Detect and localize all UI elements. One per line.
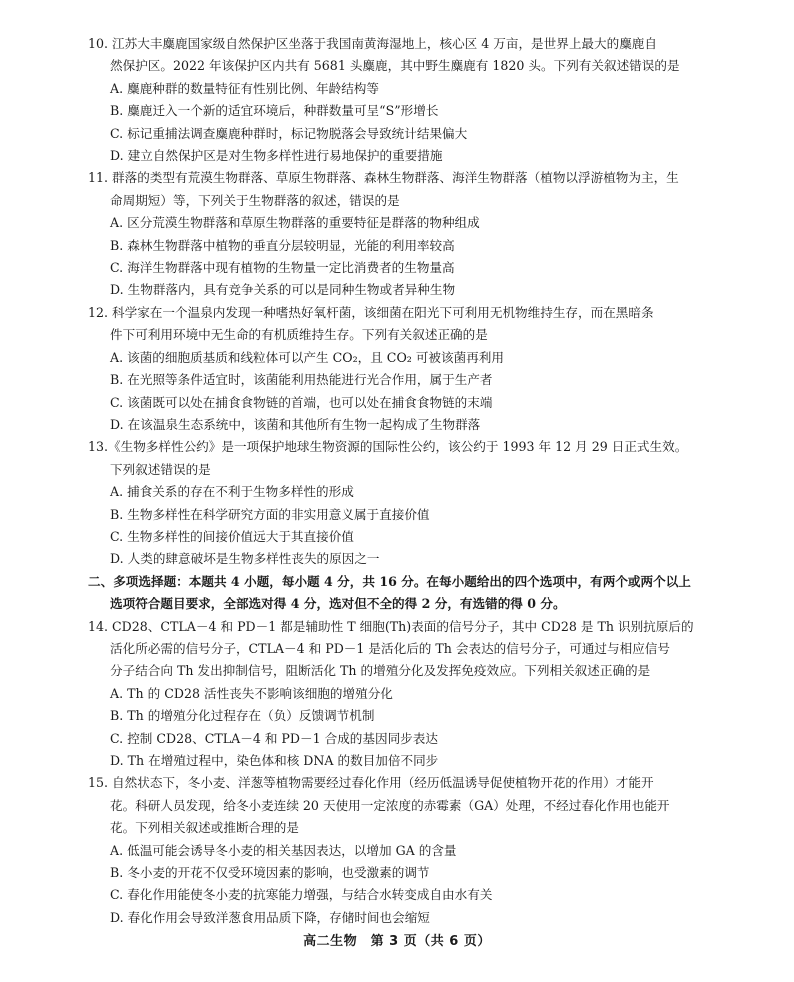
question-12 [88, 302, 728, 436]
option-c: C. 春化作用能使冬小麦的抗寒能力增强，与结合水转变成自由水有关 [110, 887, 493, 903]
question-text: 10. 江苏大丰麋鹿国家级自然保护区坐落于我国南黄海湿地上，核心区 4 万亩，是世界上最大的麋鹿自 [88, 36, 657, 51]
option-b: B. Th 的增殖分化过程存在（负）反馈调节机制 [110, 708, 375, 724]
question-text: 然保护区。2022 年该保护区内共有 5681 头麋鹿，其中野生麋鹿有 1820 头。下列有关叙述错误的是 [110, 58, 680, 74]
question-text: 花。科研人员发现，给冬小麦连续 20 天使用一定浓度的赤霉素（GA）处理，不经过春化作用也能开 [110, 797, 670, 813]
option-d: D. Th 在增殖过程中，染色体和核 DNA 的数目加倍不同步 [110, 753, 439, 768]
option-b: B. 在光照等条件适宜时，该菌能利用热能进行光合作用，属于生产者 [110, 372, 493, 388]
option-b: B. 森林生物群落中植物的垂直分层较明显，光能的利用率较高 [110, 237, 455, 253]
page-footer: 高二生物 第 3 页（共 6 页） [303, 934, 491, 949]
option-d: D. 人类的肆意破坏是生物多样性丧失的原因之一 [110, 551, 380, 567]
question-text: 下列叙述错误的是 [110, 461, 211, 477]
option-d: D. 春化作用会导致洋葱食用品质下降，存储时间也会缩短 [110, 909, 430, 925]
question-10 [88, 33, 728, 167]
option-b: B. 生物多样性在科学研究方面的非实用意义属于直接价值 [110, 506, 430, 522]
section-heading: 二、多项选择题：本题共 4 小题，每小题 4 分，共 16 分。在每小题给出的四个选项中，有两个或两个以上 [88, 573, 691, 589]
option-c: C. 生物多样性的间接价值远大于其直接价值 [110, 528, 354, 544]
question-text: 14. CD28、CTLA－4 和 PD－1 都是辅助性 T 细胞(Th)表面的信号分子，其中 CD28 是 Th 识别抗原后的 [88, 618, 694, 634]
option-c: C. 控制 CD28、CTLA－4 和 PD－1 合成的基因同步表达 [110, 730, 438, 746]
question-text: 件下可利用环境中无生命的有机质维持生存。下列有关叙述正确的是 [110, 327, 488, 343]
question-text: 花。下列相关叙述或推断合理的是 [110, 820, 299, 836]
question-text: 15. 自然状态下，冬小麦、洋葱等植物需要经过春化作用（经历低温诱导促使植物开花的作用）才能开 [88, 775, 654, 791]
option-d: D. 生物群落内，具有竞争关系的可以是同种生物或者异种生物 [110, 282, 456, 298]
option-b: B. 麋鹿迁入一个新的适宜环境后，种群数量可呈“S”形增长 [110, 103, 439, 119]
option-d: D. 建立自然保护区是对生物多样性进行易地保护的重要措施 [110, 148, 443, 164]
question-text: 11. 群落的类型有荒漠生物群落、草原生物群落、森林生物群落、海洋生物群落（植物以浮游植物为主，生 [88, 170, 679, 186]
option-a: A. 区分荒漠生物群落和草原生物群落的重要特征是群落的物种组成 [110, 215, 480, 231]
question-text: 13.《生物多样性公约》是一项保护地球生物资源的国际性公约，该公约于 1993 年 12 月 29 日正式生效。 [88, 439, 688, 455]
option-a: A. 该菌的细胞质基质和线粒体可以产生 CO₂，且 CO₂ 可被该菌再利用 [110, 349, 504, 365]
question-text: 活化所必需的信号分子，CTLA－4 和 PD－1 是活化后的 Th 会表达的信号分子，可通过与相应信号 [110, 640, 670, 656]
question-text: 12. 科学家在一个温泉内发现一种嗜热好氧杆菌，该细菌在阳光下可利用无机物维持生存，而在黑暗条 [88, 304, 654, 320]
option-c: C. 该菌既可以处在捕食食物链的首端，也可以处在捕食食物链的末端 [110, 394, 493, 410]
option-a: A. 低温可能会诱导冬小麦的相关基因表达，以增加 GA 的含量 [110, 842, 457, 858]
question-15 [88, 772, 728, 929]
option-c: C. 标记重捕法调查麋鹿种群时，标记物脱落会导致统计结果偏大 [110, 125, 468, 141]
question-14 [88, 616, 728, 773]
question-11 [88, 167, 728, 301]
option-a: A. Th 的 CD28 活性丧失不影响该细胞的增殖分化 [110, 685, 393, 701]
section-heading: 选项符合题目要求，全部选对得 4 分，选对但不全的得 2 分，有选错的得 0 分。 [110, 596, 566, 612]
option-a: A. 捕食关系的存在不利于生物多样性的形成 [110, 484, 354, 500]
question-text: 命周期短）等，下列关于生物群落的叙述，错误的是 [110, 192, 400, 208]
option-a: A. 麋鹿种群的数量特征有性别比例、年龄结构等 [110, 80, 379, 96]
page-content [88, 33, 728, 929]
question-text: 分子结合向 Th 发出抑制信号，阻断活化 Th 的增殖分化及发挥免疫效应。下列相关叙述正确的是 [110, 663, 651, 679]
section-2-heading [88, 571, 728, 616]
option-c: C. 海洋生物群落中现有植物的生物量一定比消费者的生物量高 [110, 260, 455, 276]
question-13 [88, 436, 728, 570]
option-d: D. 在该温泉生态系统中，该菌和其他所有生物一起构成了生物群落 [110, 416, 481, 432]
option-b: B. 冬小麦的开花不仅受环境因素的影响，也受激素的调节 [110, 865, 430, 881]
